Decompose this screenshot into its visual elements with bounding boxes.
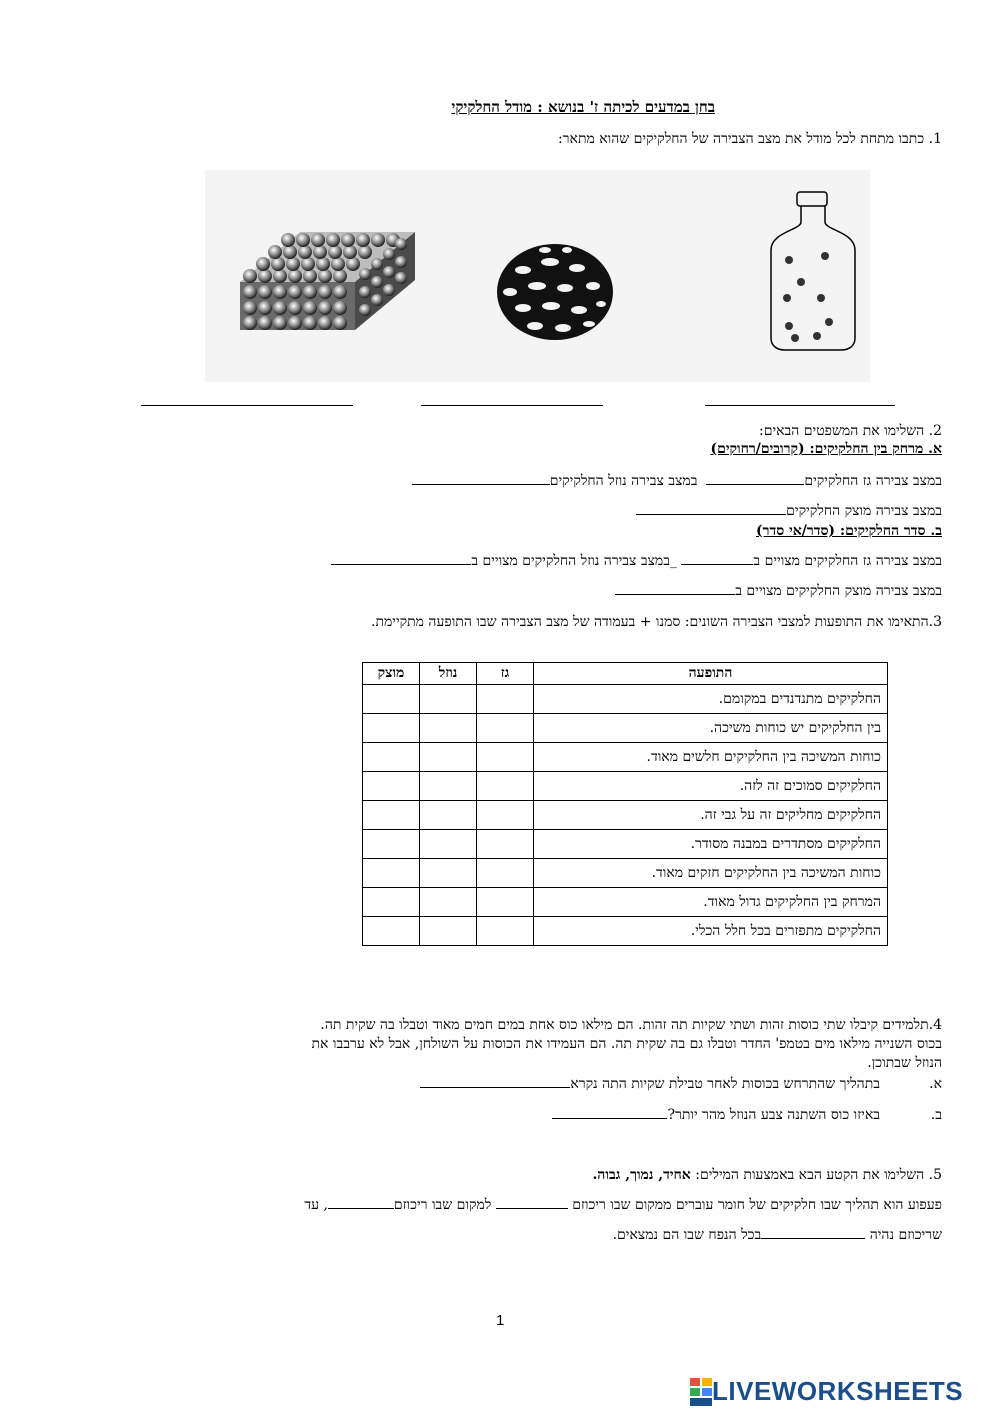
q4-answer-b-blank[interactable] (552, 1106, 667, 1119)
gas-mark-cell[interactable] (477, 772, 534, 801)
phenomenon-cell: החלקיקים מתפזרים בכל חלל הכלי. (534, 917, 888, 946)
q4-label-b: ב. (930, 1107, 942, 1123)
q2-a-gas-text: במצב צבירה גז החלקיקים (804, 473, 942, 489)
liquid-mark-cell[interactable] (420, 888, 477, 917)
liquid-mark-cell[interactable] (420, 772, 477, 801)
phenomenon-cell: החלקיקים מתנדנדים במקומם. (534, 685, 888, 714)
col-gas: גז (477, 663, 534, 685)
table-header-row (363, 663, 888, 685)
q4-question-a-text: בתהליך שהתרחש בכוסות לאחר טבילת שקיות התה נקרא (570, 1076, 880, 1092)
phenomenon-cell: כוחות המשיכה בין החלקיקים חזקים מאוד. (534, 859, 888, 888)
q4-question-a (420, 1075, 880, 1093)
q2-b-solid-blank[interactable] (615, 582, 735, 595)
page-title: בחן במדעים לכיתה ז' בנושא : מודל החלקיקי (451, 98, 715, 116)
table-row (363, 772, 888, 801)
q3-table (362, 662, 888, 946)
solid-mark-cell[interactable] (363, 830, 420, 859)
table-row (363, 714, 888, 743)
gas-mark-cell[interactable] (477, 859, 534, 888)
liquid-mark-cell[interactable] (420, 917, 477, 946)
q5-blank-3[interactable] (761, 1226, 865, 1239)
q5-line1-part3: , עד (304, 1197, 328, 1213)
q2-a-liquid-text: במצב צבירה נוזל החלקיקים (549, 473, 698, 489)
brand-logo (690, 1376, 963, 1407)
q4-question-b-text: באיזו כוס השתנה צבע הנוזל מהר יותר? (667, 1107, 880, 1123)
q5-line1-part1: פעפוע הוא תהליך שבו חלקיקים של חומר עוברים ממקום שבו ריכוזם (572, 1197, 942, 1213)
liquid-mark-cell[interactable] (420, 743, 477, 772)
q2-instruction: 2. השלימו את המשפטים הבאים: (759, 423, 942, 439)
table-row (363, 743, 888, 772)
phenomenon-cell: בין החלקיקים יש כוחות משיכה. (534, 714, 888, 743)
q2-b-line2 (615, 582, 942, 600)
q4-text-line1: 4.תלמידים קיבלו שתי כוסות זהות ושתי שקיות תה זהות. הם מילאו כוס אחת במים חמים מאוד וטבלו בה שקית תה. (320, 1017, 942, 1033)
q5-blank-1[interactable] (496, 1196, 568, 1209)
liveworksheets-logo-icon (690, 1378, 712, 1406)
phenomenon-cell: החלקיקים מחליקים זה על גבי זה. (534, 801, 888, 830)
q2-b-liquid-text: _במצב צבירה נוזל החלקיקים מצויים ב (471, 553, 677, 569)
q2-section-b-heading: ב. סדר החלקיקים: (סדר/אי סדר) (756, 523, 942, 539)
gas-mark-cell[interactable] (477, 830, 534, 859)
q2-b-solid-text: במצב צבירה מוצק החלקיקים מצויים ב (735, 583, 942, 599)
q1-answer-line-liquid[interactable] (421, 405, 603, 406)
col-phenomenon: התופעה (534, 663, 888, 685)
gas-mark-cell[interactable] (477, 685, 534, 714)
q2-a-solid-text: במצב צבירה מוצק החלקיקים (786, 503, 942, 519)
col-solid: מוצק (363, 663, 420, 685)
q2-b-gas-text: במצב צבירה גז החלקיקים מצויים ב (753, 553, 942, 569)
solid-mark-cell[interactable] (363, 888, 420, 917)
table-row (363, 917, 888, 946)
brand-text: LIVEWORKSHEETS (712, 1376, 964, 1406)
solid-mark-cell[interactable] (363, 917, 420, 946)
gas-mark-cell[interactable] (477, 888, 534, 917)
q2-a-line2 (636, 502, 942, 520)
particle-models-figure (205, 170, 870, 382)
q2-b-line1 (331, 552, 942, 570)
q2-b-gas-blank[interactable] (681, 552, 753, 565)
liquid-mark-cell[interactable] (420, 801, 477, 830)
q5-line2 (613, 1226, 942, 1244)
phenomenon-cell: החלקיקים סמוכים זה לזה. (534, 772, 888, 801)
liquid-mark-cell[interactable] (420, 685, 477, 714)
q4-question-b (552, 1106, 880, 1124)
solid-mark-cell[interactable] (363, 743, 420, 772)
table-row (363, 859, 888, 888)
q2-b-liquid-blank[interactable] (331, 552, 471, 565)
gas-mark-cell[interactable] (477, 917, 534, 946)
gas-mark-cell[interactable] (477, 743, 534, 772)
q5-line1 (304, 1196, 942, 1214)
gas-mark-cell[interactable] (477, 801, 534, 830)
q1-answer-line-gas[interactable] (705, 405, 895, 406)
page-number: 1 (496, 1312, 505, 1329)
phenomenon-cell: החלקיקים מסתדרים במבנה מסודר. (534, 830, 888, 859)
liquid-mark-cell[interactable] (420, 859, 477, 888)
liquid-mark-cell[interactable] (420, 714, 477, 743)
q5-instruction (592, 1166, 942, 1184)
q4-text-line2: בכוס השנייה מילאו מים בטמפ' החדר וטבלו גם בה שקית תה. הם העמידו את הכוסות על השולחן, אבל לא ערבבו את (311, 1036, 942, 1052)
table-row (363, 830, 888, 859)
q2-a-liquid-blank[interactable] (412, 472, 550, 485)
q4-answer-a-blank[interactable] (420, 1075, 570, 1088)
q5-line2-part1: שריכוזם נהיה (869, 1227, 942, 1243)
q5-line2-part2: בכל הנפח שבו הם נמצאים. (612, 1227, 762, 1243)
table-row (363, 888, 888, 917)
q5-line1-part2: למקום שבו ריכוזם (393, 1197, 492, 1213)
q2-a-line1 (412, 472, 942, 490)
liquid-mark-cell[interactable] (420, 830, 477, 859)
phenomenon-cell: כוחות המשיכה בין החלקיקים חלשים מאוד. (534, 743, 888, 772)
liquid-particles-model (497, 244, 613, 340)
phenomenon-cell: המרחק בין החלקיקים גדול מאוד. (534, 888, 888, 917)
q5-instruction-text: 5. השלימו את הקטע הבא באמצעות המילים: (695, 1167, 942, 1183)
table-row (363, 685, 888, 714)
solid-mark-cell[interactable] (363, 772, 420, 801)
q2-a-solid-blank[interactable] (636, 502, 786, 515)
gas-mark-cell[interactable] (477, 714, 534, 743)
q2-section-a-heading: א. מרחק בין החלקיקים: (קרובים/רחוקים) (710, 441, 942, 457)
q5-blank-2[interactable] (328, 1196, 394, 1209)
solid-mark-cell[interactable] (363, 859, 420, 888)
table-row (363, 801, 888, 830)
q1-instruction: 1. כתבו מתחת לכל מודל את מצב הצבירה של החלקיקים שהוא מתאר: (557, 131, 942, 147)
col-liquid: נוזל (420, 663, 477, 685)
q2-a-gas-blank[interactable] (706, 472, 804, 485)
solid-mark-cell[interactable] (363, 685, 420, 714)
solid-mark-cell[interactable] (363, 801, 420, 830)
q3-instruction: 3.התאימו את התופעות למצבי הצבירה השונים: סמנו + בעמודה של מצב הצבירה שבו התופעה מתקיימת. (371, 614, 942, 630)
q4-text-line3: הנוזל שבתוכן. (867, 1055, 942, 1071)
solid-mark-cell[interactable] (363, 714, 420, 743)
q5-word-bank: אחיד, נמוך, גבוה. (592, 1167, 691, 1183)
q1-answer-line-solid[interactable] (141, 405, 353, 406)
q4-label-a: א. (929, 1076, 942, 1092)
